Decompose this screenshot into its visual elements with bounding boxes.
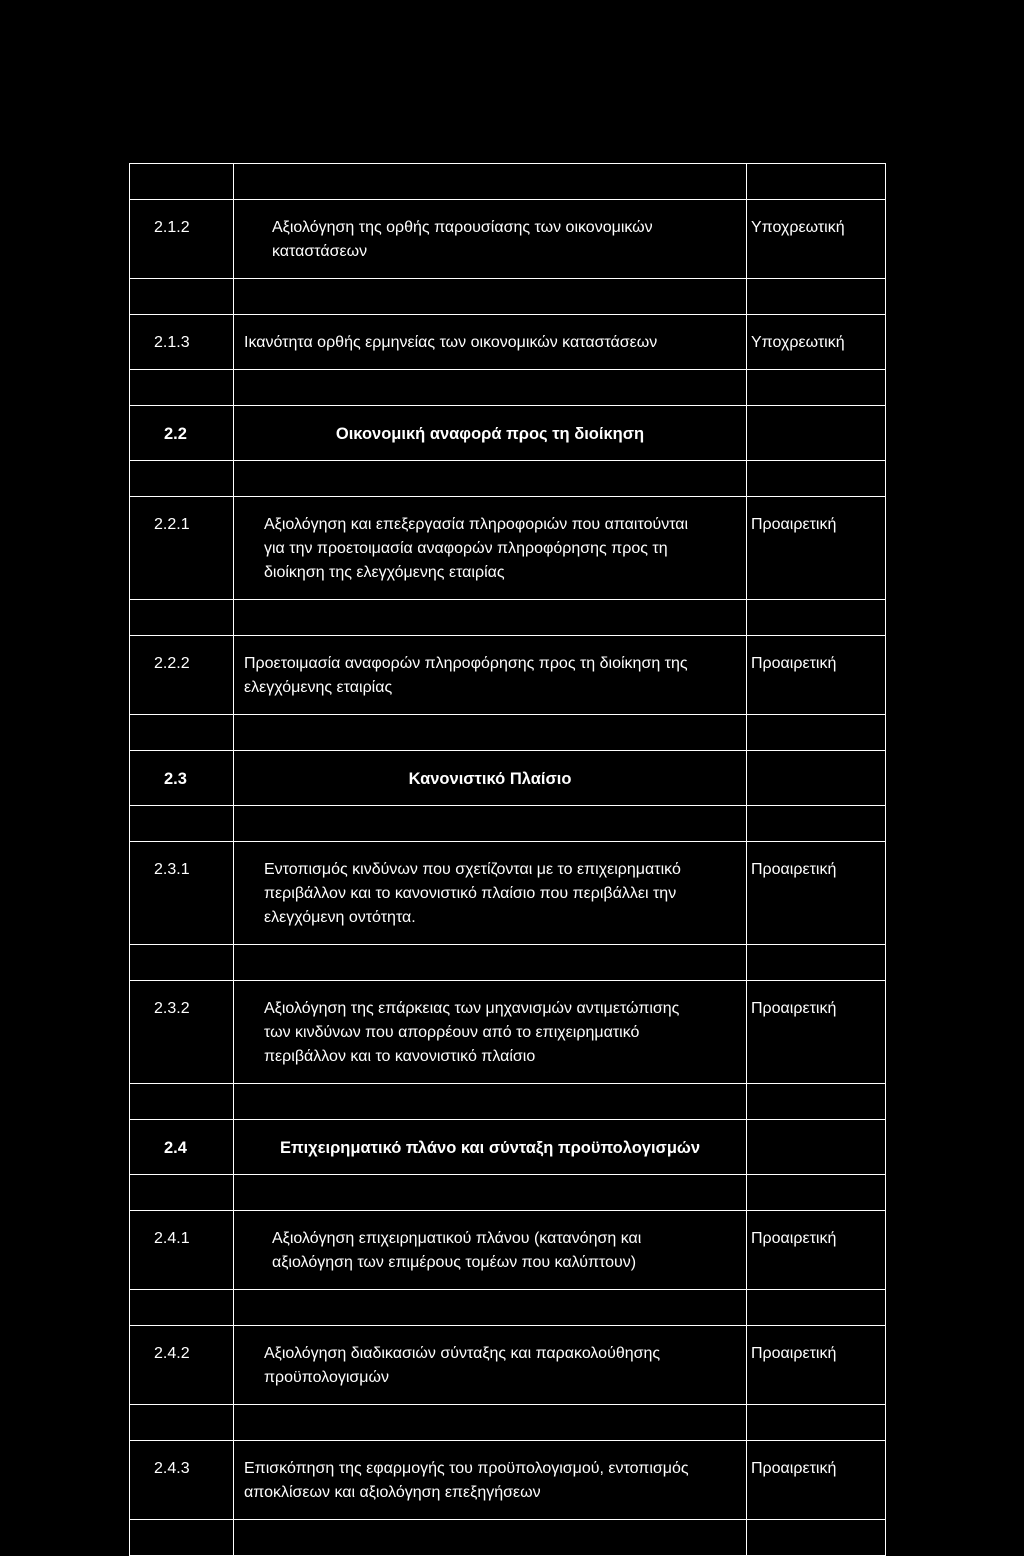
spacer-row	[130, 1175, 886, 1211]
description-line: Αξιολόγηση διαδικασιών σύνταξης και παρακολούθησης	[264, 1345, 661, 1362]
empty-cell	[130, 600, 234, 636]
empty-cell	[130, 164, 234, 200]
status-label: Προαιρετική	[747, 497, 886, 600]
empty-cell	[234, 370, 747, 406]
description-line: Αξιολόγηση και επεξεργασία πληροφοριών που απαιτούνται	[264, 516, 689, 533]
section-title	[234, 751, 747, 806]
description-line: Προετοιμασία αναφορών πληροφόρησης προς τη διοίκηση της	[244, 655, 688, 672]
table-row	[130, 842, 886, 945]
empty-cell	[234, 164, 747, 200]
empty-cell	[747, 600, 886, 636]
status-label: Προαιρετική	[747, 1326, 886, 1405]
item-description	[234, 981, 747, 1084]
status-label	[747, 1120, 886, 1175]
status-label: Υποχρεωτική	[747, 200, 886, 279]
empty-cell	[747, 806, 886, 842]
description-line: Εντοπισμός κινδύνων που σχετίζονται με το επιχειρηματικό	[264, 861, 681, 878]
table-row	[130, 315, 886, 370]
section-row	[130, 406, 886, 461]
item-code: 2.4.1	[130, 1211, 234, 1290]
description-line: Αξιολόγηση επιχειρηματικού πλάνου (κατανόηση και	[272, 1230, 642, 1247]
description-line: Επισκόπηση της εφαρμογής του προϋπολογισμού, εντοπισμός	[244, 1460, 689, 1477]
spacer-row	[130, 1084, 886, 1120]
empty-cell	[130, 279, 234, 315]
description-line: Αξιολόγηση της επάρκειας των μηχανισμών αντιμετώπισης	[264, 1000, 680, 1017]
status-label: Προαιρετική	[747, 842, 886, 945]
empty-cell	[747, 461, 886, 497]
empty-cell	[747, 1175, 886, 1211]
item-description	[234, 1326, 747, 1405]
item-description	[234, 636, 747, 715]
empty-cell	[747, 1084, 886, 1120]
description-line: προϋπολογισμών	[264, 1369, 389, 1386]
description-line: ελεγχόμενη οντότητα.	[264, 909, 416, 926]
empty-cell	[234, 806, 747, 842]
description-line: Ικανότητα ορθής ερμηνείας των οικονομικών καταστάσεων	[244, 334, 658, 351]
empty-cell	[234, 1290, 747, 1326]
spacer-row	[130, 945, 886, 981]
description-line: Κανονιστικό Πλαίσιο	[408, 770, 572, 788]
empty-cell	[130, 1175, 234, 1211]
empty-cell	[747, 279, 886, 315]
empty-cell	[747, 945, 886, 981]
item-code: 2.2.2	[130, 636, 234, 715]
empty-cell	[234, 1084, 747, 1120]
empty-cell	[234, 945, 747, 981]
section-row	[130, 1120, 886, 1175]
spacer-row	[130, 164, 886, 200]
spacer-row	[130, 370, 886, 406]
empty-cell	[130, 715, 234, 751]
spacer-row	[130, 600, 886, 636]
empty-cell	[234, 1175, 747, 1211]
description-line: Επιχειρηματικό πλάνο και σύνταξη προϋπολογισμών	[279, 1139, 701, 1157]
description-line: αξιολόγηση των επιμέρους τομέων που καλύπτουν)	[272, 1254, 637, 1271]
description-line: περιβάλλον και το κανονιστικό πλαίσιο που περιβάλλει την	[264, 885, 677, 902]
description-line: για την προετοιμασία αναφορών πληροφόρησης προς τη	[264, 540, 668, 557]
empty-cell	[130, 1405, 234, 1441]
table-row	[130, 1211, 886, 1290]
spacer-row	[130, 279, 886, 315]
description-line: Αξιολόγηση της ορθής παρουσίασης των οικονομικών	[272, 219, 653, 236]
empty-cell	[747, 164, 886, 200]
section-title	[234, 1120, 747, 1175]
description-line: ελεγχόμενης εταιρίας	[244, 679, 393, 696]
item-description	[234, 842, 747, 945]
item-code: 2.3	[130, 751, 234, 806]
empty-cell	[234, 279, 747, 315]
section-row	[130, 751, 886, 806]
spacer-row	[130, 1290, 886, 1326]
empty-cell	[130, 461, 234, 497]
item-description	[234, 1441, 747, 1520]
description-line: των κινδύνων που απορρέουν από το επιχειρηματικό	[264, 1024, 640, 1041]
table-row	[130, 1441, 886, 1520]
table-body	[130, 164, 886, 1556]
table-row	[130, 497, 886, 600]
item-code: 2.4.2	[130, 1326, 234, 1405]
item-code: 2.2	[130, 406, 234, 461]
status-label: Υποχρεωτική	[747, 315, 886, 370]
item-code: 2.2.1	[130, 497, 234, 600]
spacer-row	[130, 1405, 886, 1441]
empty-cell	[130, 806, 234, 842]
empty-cell	[747, 1290, 886, 1326]
status-label: Προαιρετική	[747, 1211, 886, 1290]
item-code: 2.1.2	[130, 200, 234, 279]
empty-cell	[130, 1084, 234, 1120]
empty-cell	[234, 1520, 747, 1556]
section-title	[234, 406, 747, 461]
requirements-table	[129, 163, 886, 1556]
empty-cell	[234, 1405, 747, 1441]
table-row	[130, 200, 886, 279]
description-line: περιβάλλον και το κανονιστικό πλαίσιο	[264, 1048, 536, 1065]
empty-cell	[747, 715, 886, 751]
spacer-row	[130, 806, 886, 842]
item-description	[234, 497, 747, 600]
empty-cell	[234, 715, 747, 751]
status-label: Προαιρετική	[747, 636, 886, 715]
spacer-row	[130, 1520, 886, 1556]
item-code: 2.4	[130, 1120, 234, 1175]
description-line: καταστάσεων	[272, 243, 368, 260]
status-label: Προαιρετική	[747, 981, 886, 1084]
empty-cell	[130, 370, 234, 406]
description-line: αποκλίσεων και αξιολόγηση επεξηγήσεων	[244, 1484, 541, 1501]
table-row	[130, 981, 886, 1084]
spacer-row	[130, 715, 886, 751]
item-description	[234, 200, 747, 279]
item-code: 2.3.2	[130, 981, 234, 1084]
description-line: διοίκηση της ελεγχόμενης εταιρίας	[264, 564, 505, 581]
table-row	[130, 1326, 886, 1405]
item-code: 2.3.1	[130, 842, 234, 945]
empty-cell	[234, 461, 747, 497]
description-line: Οικονομική αναφορά προς τη διοίκηση	[335, 425, 645, 443]
empty-cell	[747, 370, 886, 406]
status-label	[747, 406, 886, 461]
status-label	[747, 751, 886, 806]
status-label: Προαιρετική	[747, 1441, 886, 1520]
item-code: 2.1.3	[130, 315, 234, 370]
empty-cell	[747, 1520, 886, 1556]
item-description	[234, 1211, 747, 1290]
empty-cell	[130, 1290, 234, 1326]
empty-cell	[130, 1520, 234, 1556]
table-row	[130, 636, 886, 715]
empty-cell	[234, 600, 747, 636]
item-code: 2.4.3	[130, 1441, 234, 1520]
item-description	[234, 315, 747, 370]
empty-cell	[130, 945, 234, 981]
empty-cell	[747, 1405, 886, 1441]
spacer-row	[130, 461, 886, 497]
